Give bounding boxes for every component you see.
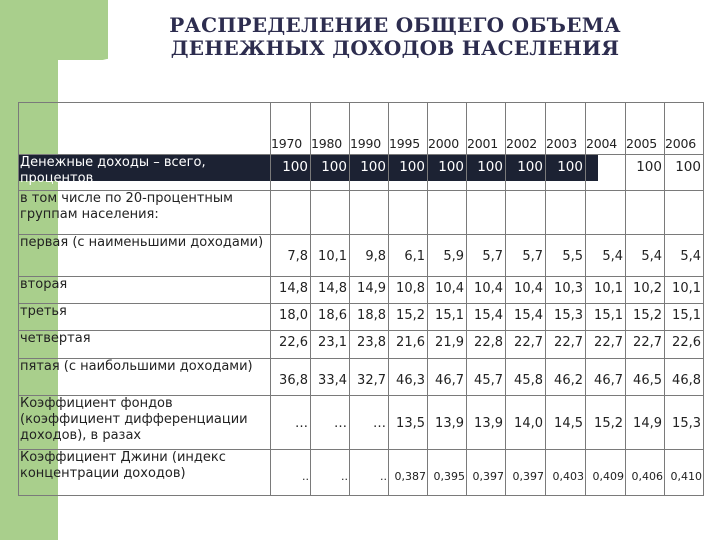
- value-cell: 15,1: [586, 304, 626, 331]
- value-cell: [586, 191, 626, 235]
- value-cell: 15,3: [665, 396, 704, 450]
- year-header: 2005: [626, 103, 665, 155]
- value-cell: 22,8: [467, 331, 506, 359]
- value-cell: 10,3: [546, 277, 586, 304]
- value-cell: 46,5: [626, 359, 665, 396]
- table-row: [19, 396, 704, 450]
- table-row: [19, 304, 704, 331]
- table-row: [19, 235, 704, 277]
- value-cell: 0,387: [389, 450, 428, 496]
- row-label: в том числе по 20-процентным группам населения:: [19, 191, 271, 235]
- value-cell: 46,7: [428, 359, 467, 396]
- value-cell: 5,4: [586, 235, 626, 277]
- row-label: пятая (с наибольшими доходами): [19, 359, 271, 396]
- value-cell: …: [350, 396, 389, 450]
- value-cell: 46,8: [665, 359, 704, 396]
- value-cell: 15,1: [665, 304, 704, 331]
- table-row: [19, 277, 704, 304]
- row-label: первая (с наименьшими доходами): [19, 235, 271, 277]
- value-cell: 100: [546, 155, 586, 191]
- value-cell: 10,1: [665, 277, 704, 304]
- slide-title: [70, 14, 720, 60]
- value-cell: 10,2: [626, 277, 665, 304]
- value-cell: 9,8: [350, 235, 389, 277]
- year-header: 2003: [546, 103, 586, 155]
- year-header: 2004: [586, 103, 626, 155]
- value-cell: 5,7: [467, 235, 506, 277]
- value-cell: 15,4: [506, 304, 546, 331]
- table-row: [19, 155, 704, 191]
- value-cell: 100: [665, 155, 704, 191]
- title-line-1: РАСПРЕДЕЛЕНИЕ ОБЩЕГО ОБЪЕМА: [169, 13, 621, 37]
- value-cell: 15,4: [467, 304, 506, 331]
- value-cell: 6,1: [389, 235, 428, 277]
- value-cell: 15,2: [626, 304, 665, 331]
- value-cell: [546, 191, 586, 235]
- value-cell: 22,7: [626, 331, 665, 359]
- value-cell: 13,5: [389, 396, 428, 450]
- value-cell: 23,1: [311, 331, 350, 359]
- value-cell: 46,7: [586, 359, 626, 396]
- value-cell: 14,8: [271, 277, 311, 304]
- value-cell: 15,2: [586, 396, 626, 450]
- value-cell: 13,9: [428, 396, 467, 450]
- value-cell: 10,1: [586, 277, 626, 304]
- value-cell: 14,0: [506, 396, 546, 450]
- value-cell: ..: [271, 450, 311, 496]
- value-cell: 10,8: [389, 277, 428, 304]
- title-line-2: ДЕНЕЖНЫХ ДОХОДОВ НАСЕЛЕНИЯ: [170, 36, 620, 60]
- table-row: [19, 359, 704, 396]
- value-cell: 100: [271, 155, 311, 191]
- value-cell: 14,5: [546, 396, 586, 450]
- value-cell: 0,410: [665, 450, 704, 496]
- value-cell: 33,4: [311, 359, 350, 396]
- value-cell: 21,9: [428, 331, 467, 359]
- value-cell: 18,6: [311, 304, 350, 331]
- value-cell: 100: [311, 155, 350, 191]
- value-cell: 18,0: [271, 304, 311, 331]
- table-row: [19, 191, 704, 235]
- value-cell: 100: [389, 155, 428, 191]
- value-cell: 46,2: [546, 359, 586, 396]
- value-cell: 10,4: [428, 277, 467, 304]
- value-cell: 0,409: [586, 450, 626, 496]
- row-label: вторая: [19, 277, 271, 304]
- value-cell: 18,8: [350, 304, 389, 331]
- row-label: Коэффициент Джини (индекс концентрации доходов): [19, 450, 271, 496]
- value-cell: 15,1: [428, 304, 467, 331]
- value-cell: …: [311, 396, 350, 450]
- value-cell: [506, 191, 546, 235]
- row-label: Коэффициент фондов (коэффициент дифференциации доходов), в разах: [19, 396, 271, 450]
- value-cell: 14,9: [626, 396, 665, 450]
- row-label: четвертая: [19, 331, 271, 359]
- income-distribution-table: [18, 102, 704, 496]
- value-cell: 36,8: [271, 359, 311, 396]
- year-header: 2002: [506, 103, 546, 155]
- value-cell: 100: [428, 155, 467, 191]
- value-cell: 5,4: [665, 235, 704, 277]
- year-header: 2006: [665, 103, 704, 155]
- value-cell: 22,7: [506, 331, 546, 359]
- value-cell: 22,7: [586, 331, 626, 359]
- value-cell: 22,6: [665, 331, 704, 359]
- value-cell: [389, 191, 428, 235]
- value-cell: [467, 191, 506, 235]
- value-cell: [311, 191, 350, 235]
- value-cell: 0,397: [467, 450, 506, 496]
- value-cell: 5,9: [428, 235, 467, 277]
- value-cell: 32,7: [350, 359, 389, 396]
- value-cell: 21,6: [389, 331, 428, 359]
- value-cell: [350, 191, 389, 235]
- table-row: [19, 450, 704, 496]
- header-empty-cell: [19, 103, 271, 155]
- value-cell: [428, 191, 467, 235]
- value-cell: 5,5: [546, 235, 586, 277]
- year-header: 2001: [467, 103, 506, 155]
- value-cell: 15,3: [546, 304, 586, 331]
- value-cell: 7,8: [271, 235, 311, 277]
- value-cell: 0,395: [428, 450, 467, 496]
- value-cell: 100: [350, 155, 389, 191]
- year-header: 1980: [311, 103, 350, 155]
- value-cell: 0,397: [506, 450, 546, 496]
- value-cell: 10,4: [467, 277, 506, 304]
- value-cell: 45,7: [467, 359, 506, 396]
- value-cell: 10,1: [311, 235, 350, 277]
- value-cell: ..: [350, 450, 389, 496]
- value-cell: 46,3: [389, 359, 428, 396]
- value-cell: [665, 191, 704, 235]
- table-row: [19, 331, 704, 359]
- value-cell: [626, 191, 665, 235]
- value-cell: 0,406: [626, 450, 665, 496]
- value-cell: 13,9: [467, 396, 506, 450]
- value-cell: 22,7: [546, 331, 586, 359]
- value-cell: ..: [311, 450, 350, 496]
- value-cell: 5,4: [626, 235, 665, 277]
- year-header: 2000: [428, 103, 467, 155]
- value-cell: 5,7: [506, 235, 546, 277]
- value-cell: 10,4: [506, 277, 546, 304]
- row-label: третья: [19, 304, 271, 331]
- value-cell: 14,9: [350, 277, 389, 304]
- year-header: 1995: [389, 103, 428, 155]
- value-cell: [271, 191, 311, 235]
- value-cell: 100: [506, 155, 546, 191]
- value-cell: 100: [467, 155, 506, 191]
- value-cell: 100: [626, 155, 665, 191]
- value-cell: 14,8: [311, 277, 350, 304]
- value-cell: 22,6: [271, 331, 311, 359]
- value-cell: …: [271, 396, 311, 450]
- year-header: 1970: [271, 103, 311, 155]
- value-cell: 23,8: [350, 331, 389, 359]
- year-header: 1990: [350, 103, 389, 155]
- value-cell: 100: [586, 155, 626, 191]
- value-cell: 15,2: [389, 304, 428, 331]
- header-row: [19, 103, 704, 155]
- value-cell: 0,403: [546, 450, 586, 496]
- value-cell: 45,8: [506, 359, 546, 396]
- row-label: Денежные доходы – всего, процентов: [19, 155, 271, 191]
